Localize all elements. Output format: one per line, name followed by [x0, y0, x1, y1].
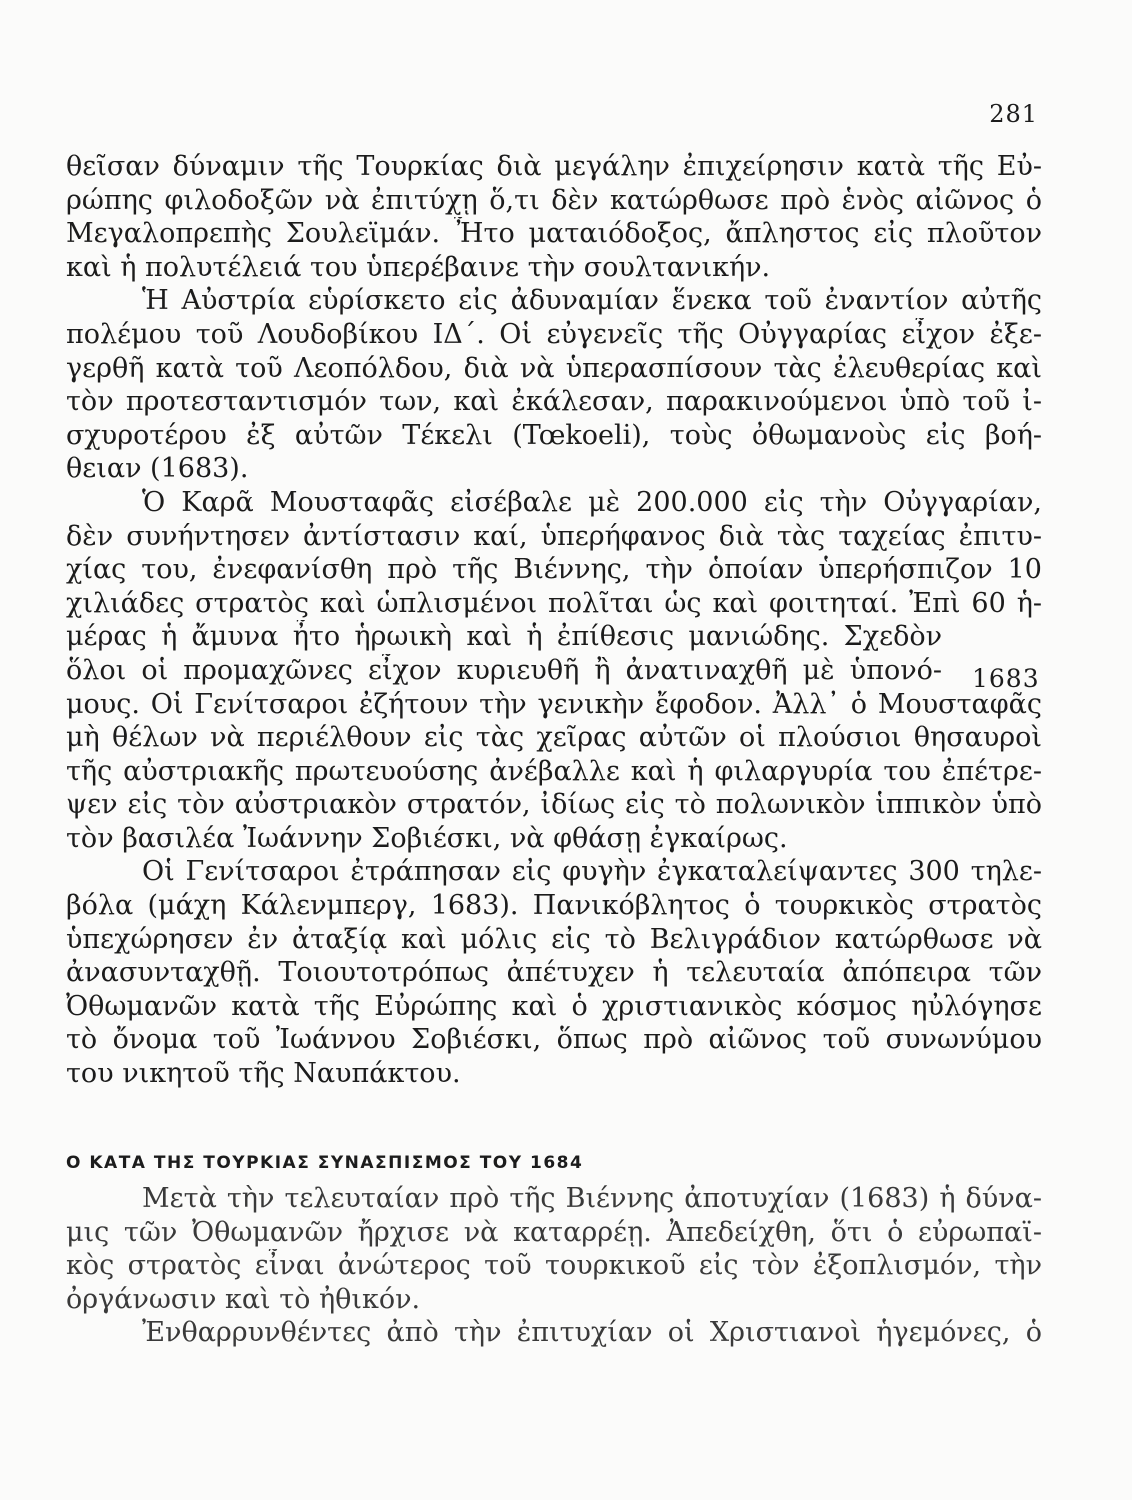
text-line: τῆς αὐστριακῆς πρωτευούσης ἀνέβαλλε καὶ ἡ φιλαργυρία του ἐπέτρε-: [66, 755, 1042, 787]
text-line: τὸ ὄνομα τοῦ Ἰωάννου Σοβιέσκι, ὅπως πρὸ αἰῶνος τοῦ συνωνύμου: [66, 1024, 1042, 1056]
text-line: θειαν (1683).: [66, 453, 249, 485]
main-text-section-1: [66, 150, 1042, 1091]
margin-year-note: 1683: [972, 664, 1040, 693]
text-line: θεῖσαν δύναμιν τῆς Τουρκίας διὰ μεγάλην ἐπιχείρησιν κατὰ τῆς Εὐ-: [66, 151, 1042, 182]
text-line: καὶ ἡ πολυτέλειά του ὑπερέβαινε τὴν σουλτανικήν.: [66, 251, 771, 283]
text-line: μις τῶν Ὀθωμανῶν ἤρχισε νὰ καταρρέῃ. Ἀπεδείχθη, ὅτι ὁ εὐρωπαϊ-: [66, 1216, 1042, 1248]
text-line: του νικητοῦ τῆς Ναυπάκτου.: [66, 1058, 461, 1090]
text-line: ἀνασυνταχθῇ. Τοιουτοτρόπως ἀπέτυχεν ἡ τελευταία ἀπόπειρα τῶν: [66, 957, 1042, 989]
text-line: ρώπης φιλοδοξῶν νὰ ἐπιτύχῃ ὅ,τι δὲν κατώρθωσε πρὸ ἑνὸς αἰῶνος ὁ: [66, 184, 1042, 216]
text-line: πολέμου τοῦ Λουδοβίκου ΙΔ΄. Οἱ εὐγενεῖς τῆς Οὐγγαρίας εἶχον ἐξε-: [66, 318, 1042, 350]
text-line: σχυροτέρου ἐξ αὐτῶν Τέκελι (Tœkoeli), τοὺς ὀθωμανοὺς εἰς βοή-: [66, 419, 1042, 451]
text-line: Οἱ Γενίτσαροι ἐτράπησαν εἰς φυγὴν ἐγκαταλείψαντες 300 τηλε-: [142, 856, 1042, 888]
text-line: Μετὰ τὴν τελευταίαν πρὸ τῆς Βιέννης ἀποτυχίαν (1683) ἡ δύνα-: [142, 1183, 1042, 1214]
page-number: 281: [989, 100, 1038, 128]
text-line: μους. Οἱ Γενίτσαροι ἐζήτουν τὴν γενικὴν ἔφοδον. Ἀλλ᾽ ὁ Μουσταφᾶς: [66, 688, 1042, 720]
text-line: ὑπεχώρησεν ἐν ἀταξίᾳ καὶ μόλις εἰς τὸ Βελιγράδιον κατώρθωσε νὰ: [66, 923, 1042, 955]
text-line: Ἡ Αὐστρία εὑρίσκετο εἰς ἀδυναμίαν ἕνεκα τοῦ ἐναντίον αὐτῆς: [142, 285, 1042, 317]
text-line: μέρας ἡ ἄμυνα ἦτο ἡρωικὴ καὶ ἡ ἐπίθεσις μανιώδης. Σχεδὸν: [66, 621, 942, 653]
text-line: βόλα (μάχη Κάλενμπεργ, 1683). Πανικόβλητος ὁ τουρκικὸς στρατὸς: [66, 890, 1042, 922]
text-line: Ἐνθαρρυνθέντες ἀπὸ τὴν ἐπιτυχίαν οἱ Χριστιανοὶ ἡγεμόνες, ὁ: [142, 1317, 1042, 1349]
text-line: κὸς στρατὸς εἶναι ἀνώτερος τοῦ τουρκικοῦ εἰς τὸν ἐξοπλισμόν, τὴν: [66, 1250, 1042, 1282]
text-line: τὸν προτεσταντισμόν των, καὶ ἐκάλεσαν, παρακινούμενοι ὑπὸ τοῦ ἰ-: [66, 386, 1042, 418]
text-line: Ὀθωμανῶν κατὰ τῆς Εὐρώπης καὶ ὁ χριστιανικὸς κόσμος ηὐλόγησε: [66, 990, 1042, 1022]
text-line: χιλιάδες στρατὸς καὶ ὡπλισμένοι πολῖται ὡς καὶ φοιτηταί. Ἐπὶ 60 ἡ-: [66, 587, 1042, 619]
text-line: ψεν εἰς τὸν αὐστριακὸν στρατόν, ἰδίως εἰς τὸ πολωνικὸν ἱππικὸν ὑπὸ: [66, 789, 1042, 821]
text-line: ὀργάνωσιν καὶ τὸ ἠθικόν.: [66, 1283, 421, 1315]
text-line: μὴ θέλων νὰ περιέλθουν εἰς τὰς χεῖρας αὐτῶν οἱ πλούσιοι θησαυροὶ: [66, 722, 1042, 754]
text-line: ὅλοι οἱ προμαχῶνες εἶχον κυριευθῆ ἢ ἀνατιναχθῆ μὲ ὑπονό-: [66, 654, 942, 686]
text-line: Μεγαλοπρεπὴς Σουλεϊμάν. Ἦτο ματαιόδοξος, ἄπληστος εἰς πλοῦτον: [66, 218, 1042, 250]
main-text-section-2: [66, 1182, 1042, 1350]
text-line: Ὁ Καρᾶ Μουσταφᾶς εἰσέβαλε μὲ 200.000 εἰς τὴν Οὐγγαρίαν,: [142, 486, 1042, 518]
text-line: τὸν βασιλέα Ἰωάννην Σοβιέσκι, νὰ φθάσῃ ἐγκαίρως.: [66, 822, 788, 854]
section-heading: Ο ΚΑΤΑ ΤΗΣ ΤΟΥΡΚΙΑΣ ΣΥΝΑΣΠΙΣΜΟΣ ΤΟΥ 1684: [66, 1153, 584, 1173]
text-line: δὲν συνήντησεν ἀντίστασιν καί, ὑπερήφανος διὰ τὰς ταχείας ἐπιτυ-: [66, 520, 1042, 552]
text-line: γερθῆ κατὰ τοῦ Λεοπόλδου, διὰ νὰ ὑπερασπίσουν τὰς ἐλευθερίας καὶ: [66, 352, 1042, 384]
text-line: χίας του, ἐνεφανίσθη πρὸ τῆς Βιέννης, τὴν ὁποίαν ὑπερήσπιζον 10: [66, 554, 1042, 586]
